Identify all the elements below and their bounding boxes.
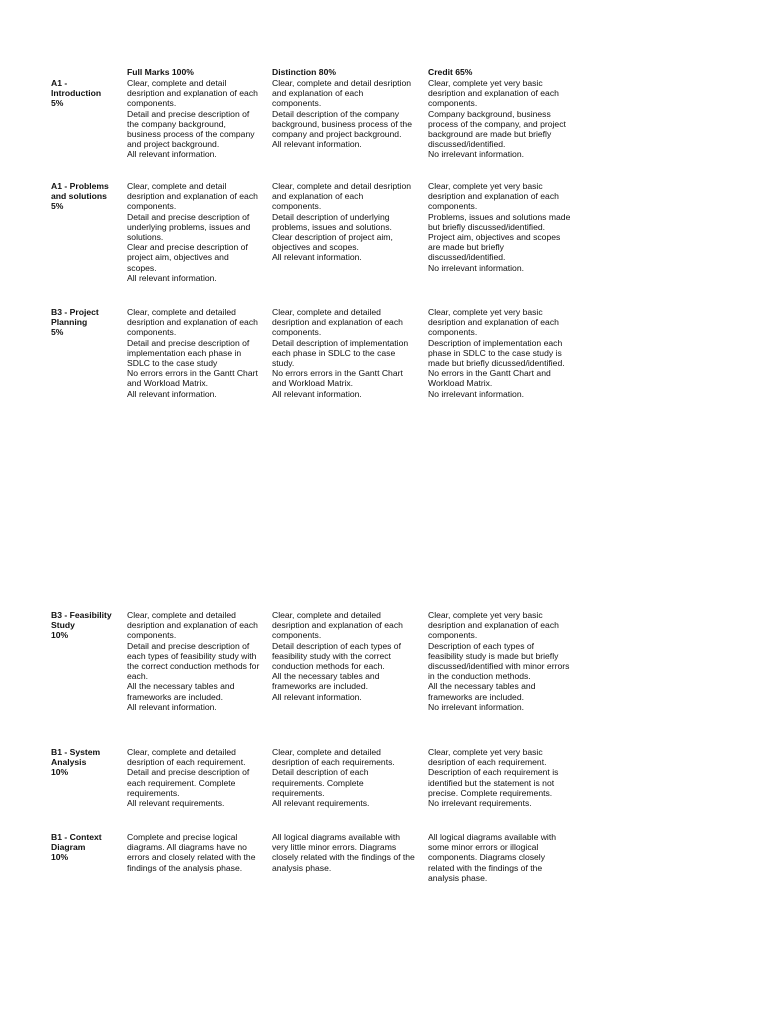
- cell-text-line: analysis phase.: [428, 872, 488, 883]
- header-full-marks: Full Marks 100%: [127, 67, 194, 77]
- cell-text-line: components. Diagrams closely: [428, 852, 546, 863]
- cell-text-line: Detail and precise description of: [127, 767, 250, 778]
- distinction-cell: [272, 832, 424, 873]
- cell-text-line: desription and explanation of each: [428, 620, 559, 631]
- cell-text-line: components.: [127, 201, 177, 212]
- cell-text-line: components.: [272, 327, 322, 338]
- cell-text-line: project aim, objectives and: [127, 252, 229, 263]
- cell-text-line: Detail description of the company: [272, 108, 400, 119]
- cell-text-line: desription and explanation of each: [272, 317, 403, 328]
- cell-text-line: components.: [272, 98, 322, 109]
- cell-text-line: Clear, complete yet very basic: [428, 747, 543, 757]
- cell-text-line: All relevant information.: [127, 272, 217, 283]
- cell-text-line: No errors errors in the Gantt Chart: [127, 368, 258, 379]
- cell-text-line: each types of feasibility study with: [127, 650, 257, 661]
- cell-text-line: desription and explanation of each: [428, 191, 559, 202]
- cell-text-line: analysis phase.: [272, 862, 332, 873]
- cell-text-line: requirements. Complete: [272, 777, 364, 788]
- cell-text-line: and solutions: [51, 191, 107, 202]
- cell-text-line: All relevant information.: [272, 252, 362, 263]
- cell-text-line: solutions.: [127, 232, 164, 243]
- header-credit: Credit 65%: [428, 67, 473, 77]
- cell-text-line: desription and explanation of each: [127, 88, 258, 99]
- cell-text-line: feasibility study with the correct: [272, 650, 391, 661]
- criterion-cell: [51, 307, 123, 338]
- cell-text-line: components.: [272, 630, 322, 641]
- cell-text-line: background, business process of the: [272, 118, 412, 129]
- cell-text-line: and explanation of each: [272, 88, 364, 99]
- cell-text-line: diagrams. All diagrams have no: [127, 842, 247, 853]
- credit-cell: [428, 610, 580, 712]
- cell-text-line: Clear, complete and detailed: [272, 747, 381, 757]
- cell-text-line: Clear and precise description of: [127, 242, 248, 253]
- cell-text-line: in the conduction methods.: [428, 671, 531, 682]
- cell-text-line: related with the findings of the: [428, 862, 543, 873]
- cell-text-line: Clear, complete and detailed: [127, 307, 236, 317]
- cell-text-line: Detail and precise description of: [127, 640, 250, 651]
- cell-text-line: very little minor errors. Diagrams: [272, 842, 397, 853]
- full-marks-cell: [127, 832, 269, 873]
- cell-text-line: B1 - Context: [51, 832, 102, 842]
- cell-text-line: Clear, complete and detail desription: [272, 181, 412, 191]
- cell-text-line: components.: [428, 327, 478, 338]
- cell-text-line: Description of implementation each: [428, 337, 563, 348]
- cell-text-line: Clear, complete and detailed: [272, 307, 381, 317]
- cell-text-line: Detail and precise description of: [127, 211, 250, 222]
- cell-text-line: frameworks are included.: [127, 691, 224, 702]
- cell-text-line: Clear, complete and detailed: [272, 610, 381, 620]
- cell-text-line: B1 - System: [51, 747, 101, 757]
- cell-text-line: All relevant information.: [272, 691, 362, 702]
- cell-text-line: and Workload Matrix.: [127, 378, 209, 389]
- distinction-cell: [272, 610, 424, 702]
- cell-text-line: each.: [127, 671, 149, 682]
- cell-text-line: desription and explanation of each: [127, 317, 258, 328]
- cell-text-line: the correct conduction methods for: [127, 661, 260, 672]
- cell-text-line: 5%: [51, 98, 64, 109]
- criterion-cell: [51, 181, 123, 212]
- cell-text-line: All relevant information.: [127, 701, 217, 712]
- cell-text-line: Detail and precise description of: [127, 108, 250, 119]
- cell-text-line: No irrelevant information.: [428, 701, 525, 712]
- cell-text-line: process of the company, and project: [428, 118, 566, 129]
- cell-text-line: 5%: [51, 201, 64, 212]
- cell-text-line: 5%: [51, 327, 64, 338]
- cell-text-line: Clear, complete and detailed: [127, 747, 236, 757]
- cell-text-line: B3 - Project: [51, 307, 99, 317]
- distinction-cell: [272, 181, 424, 263]
- cell-text-line: scopes.: [127, 262, 157, 273]
- cell-text-line: identified but the statement is not: [428, 777, 555, 788]
- cell-text-line: Clear, complete yet very basic: [428, 181, 543, 191]
- cell-text-line: each requirement. Complete: [127, 777, 236, 788]
- credit-cell: [428, 78, 580, 160]
- header-distinction: Distinction 80%: [272, 67, 336, 77]
- cell-text-line: components.: [428, 201, 478, 212]
- cell-text-line: and Workload Matrix.: [272, 378, 354, 389]
- cell-text-line: Detail description of implementation: [272, 337, 409, 348]
- cell-text-line: Project aim, objectives and scopes: [428, 232, 561, 243]
- cell-text-line: Planning: [51, 317, 88, 328]
- cell-text-line: desription and explanation of each: [127, 620, 258, 631]
- cell-text-line: company and project background.: [272, 129, 402, 140]
- cell-text-line: components.: [428, 98, 478, 109]
- cell-text-line: All relevant information.: [127, 388, 217, 399]
- cell-text-line: closely related with the findings of the: [272, 852, 415, 863]
- cell-text-line: desription of each requirements.: [272, 757, 395, 768]
- cell-text-line: desription and explanation of each: [127, 191, 258, 202]
- cell-text-line: Study: [51, 620, 75, 631]
- cell-text-line: Clear, complete and detail desription: [272, 78, 412, 88]
- cell-text-line: All relevant information.: [127, 149, 217, 160]
- cell-text-line: precise. Complete requirements.: [428, 787, 553, 798]
- cell-text-line: Clear, complete yet very basic: [428, 307, 543, 317]
- cell-text-line: some minor errors or illogical: [428, 842, 539, 853]
- distinction-cell: [272, 307, 424, 399]
- cell-text-line: errors and closely related with the: [127, 852, 256, 863]
- cell-text-line: Company background, business: [428, 108, 551, 119]
- cell-text-line: components.: [428, 630, 478, 641]
- distinction-cell: [272, 78, 424, 149]
- cell-text-line: All logical diagrams available with: [428, 832, 557, 842]
- cell-text-line: Description of each requirement is: [428, 767, 559, 778]
- cell-text-line: SDLC to the case study: [127, 358, 218, 369]
- cell-text-line: are made but briefly: [428, 242, 504, 253]
- cell-text-line: Clear, complete and detail: [127, 78, 227, 88]
- cell-text-line: desription of each requirement.: [127, 757, 246, 768]
- cell-text-line: business process of the company: [127, 129, 255, 140]
- cell-text-line: background are made but briefly: [428, 129, 552, 140]
- credit-cell: [428, 181, 580, 273]
- cell-text-line: components.: [127, 630, 177, 641]
- cell-text-line: No irrelevant requirements.: [428, 798, 532, 809]
- cell-text-line: phase in SDLC to the case study is: [428, 347, 562, 358]
- cell-text-line: No errors in the Gantt Chart and: [428, 368, 551, 379]
- cell-text-line: A1 - Problems: [51, 181, 109, 191]
- cell-text-line: desription and explanation of each: [428, 317, 559, 328]
- cell-text-line: Analysis: [51, 757, 87, 768]
- cell-text-line: No irrelevant information.: [428, 262, 525, 273]
- cell-text-line: components.: [127, 327, 177, 338]
- cell-text-line: requirements.: [127, 787, 180, 798]
- cell-text-line: discussed/identified.: [428, 139, 506, 150]
- cell-text-line: problems, issues and solutions.: [272, 221, 392, 232]
- cell-text-line: 10%: [51, 852, 69, 863]
- distinction-cell: [272, 747, 424, 808]
- cell-text-line: Description of each types of: [428, 640, 535, 651]
- cell-text-line: Clear description of project aim,: [272, 232, 393, 243]
- cell-text-line: Detail description of each: [272, 767, 369, 778]
- full-marks-cell: [127, 307, 269, 399]
- cell-text-line: All the necessary tables and: [428, 681, 536, 692]
- cell-text-line: frameworks are included.: [272, 681, 369, 692]
- cell-text-line: Clear, complete and detailed: [127, 610, 236, 620]
- cell-text-line: All the necessary tables and: [272, 671, 380, 682]
- cell-text-line: findings of the analysis phase.: [127, 862, 243, 873]
- cell-text-line: conduction methods for each.: [272, 661, 385, 672]
- cell-text-line: Problems, issues and solutions made: [428, 211, 571, 222]
- cell-text-line: discussed/identified.: [428, 252, 506, 263]
- cell-text-line: desription of each requirement.: [428, 757, 547, 768]
- cell-text-line: Detail description of each types of: [272, 640, 401, 651]
- cell-text-line: components.: [272, 201, 322, 212]
- criterion-cell: [51, 78, 123, 109]
- cell-text-line: Diagram: [51, 842, 86, 853]
- credit-cell: [428, 307, 580, 399]
- full-marks-cell: [127, 181, 269, 283]
- cell-text-line: Detail and precise description of: [127, 337, 250, 348]
- cell-text-line: implementation each phase in: [127, 347, 242, 358]
- cell-text-line: 10%: [51, 767, 69, 778]
- cell-text-line: study.: [272, 358, 295, 369]
- cell-text-line: Introduction: [51, 88, 102, 99]
- cell-text-line: No irrelevant information.: [428, 388, 525, 399]
- cell-text-line: All relevant requirements.: [272, 798, 370, 809]
- cell-text-line: No errors errors in the Gantt Chart: [272, 368, 403, 379]
- cell-text-line: B3 - Feasibility: [51, 610, 112, 620]
- cell-text-line: A1 -: [51, 78, 68, 88]
- cell-text-line: made but briefly dicussed/identified.: [428, 358, 565, 369]
- cell-text-line: the company background,: [127, 118, 226, 129]
- criterion-cell: [51, 747, 123, 778]
- cell-text-line: desription and explanation of each: [272, 620, 403, 631]
- cell-text-line: feasibility study is made but briefly: [428, 650, 559, 661]
- cell-text-line: All relevant information.: [272, 139, 362, 150]
- cell-text-line: and explanation of each: [272, 191, 364, 202]
- criterion-cell: [51, 610, 123, 641]
- cell-text-line: and project background.: [127, 139, 220, 150]
- cell-text-line: objectives and scopes.: [272, 242, 359, 253]
- cell-text-line: underlying problems, issues and: [127, 221, 251, 232]
- cell-text-line: components.: [127, 98, 177, 109]
- credit-cell: [428, 747, 580, 808]
- cell-text-line: Clear, complete yet very basic: [428, 610, 543, 620]
- cell-text-line: Clear, complete yet very basic: [428, 78, 543, 88]
- cell-text-line: Complete and precise logical: [127, 832, 238, 842]
- full-marks-cell: [127, 610, 269, 712]
- credit-cell: [428, 832, 580, 883]
- cell-text-line: each phase in SDLC to the case: [272, 347, 396, 358]
- cell-text-line: Detail description of underlying: [272, 211, 390, 222]
- cell-text-line: desription and explanation of each: [428, 88, 559, 99]
- cell-text-line: requirements.: [272, 787, 325, 798]
- full-marks-cell: [127, 747, 269, 808]
- cell-text-line: Workload Matrix.: [428, 378, 493, 389]
- cell-text-line: frameworks are included.: [428, 691, 525, 702]
- cell-text-line: All relevant requirements.: [127, 798, 225, 809]
- criterion-cell: [51, 832, 123, 863]
- cell-text-line: 10%: [51, 630, 69, 641]
- cell-text-line: but briefly discussed/identified.: [428, 221, 546, 232]
- cell-text-line: No irrelevant information.: [428, 149, 525, 160]
- cell-text-line: All the necessary tables and: [127, 681, 235, 692]
- full-marks-cell: [127, 78, 269, 160]
- cell-text-line: discussed/identified with minor errors: [428, 661, 570, 672]
- cell-text-line: All logical diagrams available with: [272, 832, 401, 842]
- cell-text-line: All relevant information.: [272, 388, 362, 399]
- cell-text-line: Clear, complete and detail: [127, 181, 227, 191]
